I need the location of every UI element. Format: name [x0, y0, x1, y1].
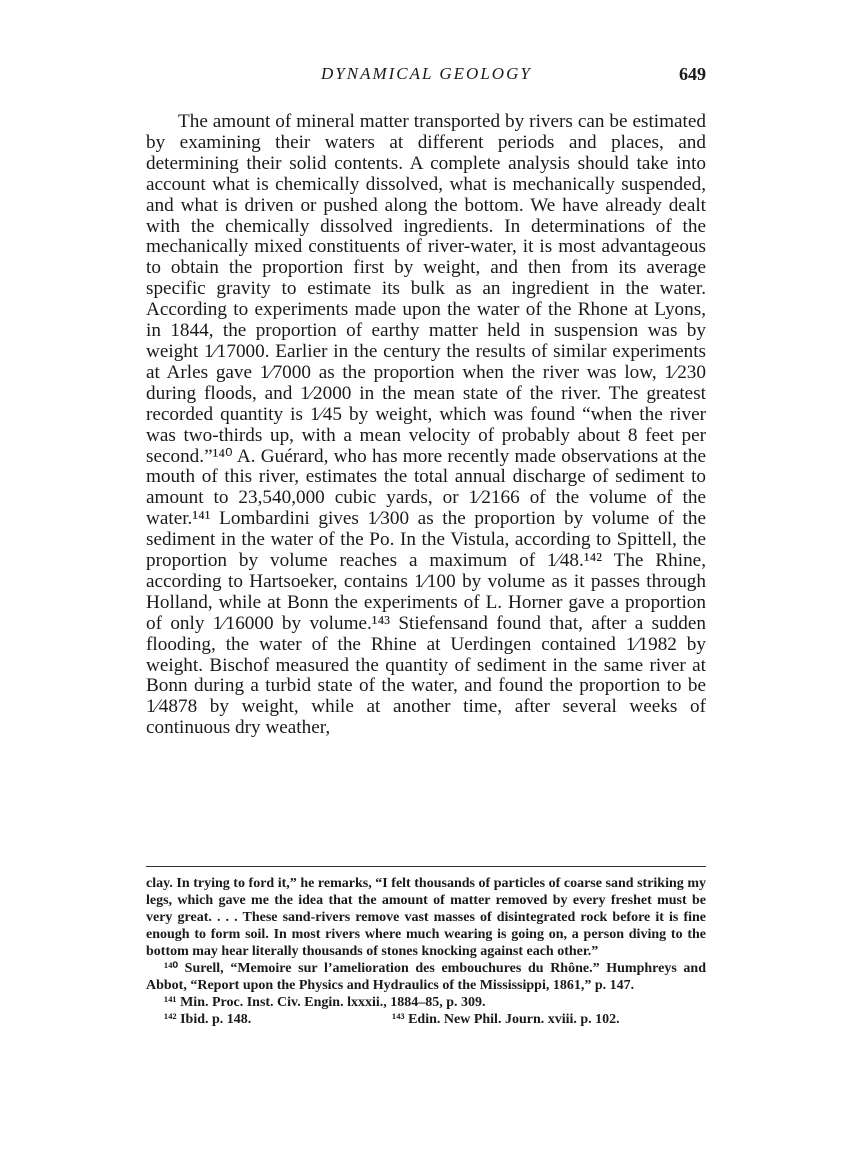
running-title: DYNAMICAL GEOLOGY [321, 64, 532, 83]
footnote-140: ¹⁴⁰ Surell, “Memoire sur l’amelioration des embouchures du Rhône.” Humphreys and Abbot, “Report upon the Physics and Hydraulics of the Mississippi, 1861,” p. 147. [146, 961, 706, 993]
footnote-141: ¹⁴¹ Min. Proc. Inst. Civ. Engin. lxxxii., 1884–85, p. 309. [164, 995, 486, 1010]
footnotes [146, 875, 706, 1028]
footnote-row [146, 1011, 706, 1028]
body-paragraph: The amount of mineral matter transported by rivers can be estimated by examining their waters at different periods and places, and determining their solid contents. A complete analysis should take into account what is chemically dissolved, what is mechanically suspended, and what is driven or pushed along the bottom. We have already dealt with the chemically dissolved ingredients. In determinations of the mechanically mixed constituents of river-water, it is most advantageous to obtain the proportion first by weight, and then from its average specific gravity to estimate its bulk as an ingredient in the water. According to experiments made upon the water of the Rhone at Lyons, in 1844, the proportion of earthy matter held in suspension was by weight 1⁄17000. Earlier in the century the results of similar experiments at Arles gave 1⁄7000 as the proportion when the river was low, 1⁄230 during floods, and 1⁄2000 in the mean state of the river. The greatest recorded quantity is 1⁄45 by weight, which was found “when the river was two-thirds up, with a mean velocity of probably about 8 feet per second.”¹⁴⁰ A. Guérard, who has more recently made observations at the mouth of this river, estimates the total annual discharge of sediment to amount to 23,540,000 cubic yards, or 1⁄2166 of the volume of the water.¹⁴¹ Lombardini gives 1⁄300 as the proportion by volume of the sediment in the water of the Po. In the Vistula, according to Spittell, the proportion by volume reaches a maximum of 1⁄48.¹⁴² The Rhine, according to Hartsoeker, contains 1⁄100 by volume as it passes through Holland, while at Bonn the experiments of L. Horner gave a proportion of only 1⁄16000 by volume.¹⁴³ Stiefensand found that, after a sudden flooding, the water of the Rhine at Uerdingen contained 1⁄1982 by weight. Bischof measured the quantity of sediment in the same river at Bonn during a turbid state of the water, and found the proportion to be 1⁄4878 by weight, while at another time, after several weeks of continuous dry weather, [146, 111, 706, 739]
footnote-divider [146, 866, 706, 867]
footnote-continuation: clay. In trying to ford it,” he remarks, “I felt thousands of particles of coarse sand striking my legs, which gave me the idea that the amount of matter removed by every freshet must be very great. . . . These sand-rivers remove vast masses of disintegrated rock before it is fine enough to form soil. In most rivers where much wearing is going on, a person diving to the bottom may hear literally thousands of stones knocking against each other.” [146, 876, 706, 959]
page-header [146, 64, 706, 88]
footnote-143: ¹⁴³ Edin. New Phil. Journ. xviii. p. 102. [392, 1012, 620, 1027]
footnote-142: ¹⁴² Ibid. p. 148. [164, 1012, 252, 1027]
page-number: 649 [679, 64, 706, 84]
body-text [146, 112, 706, 739]
